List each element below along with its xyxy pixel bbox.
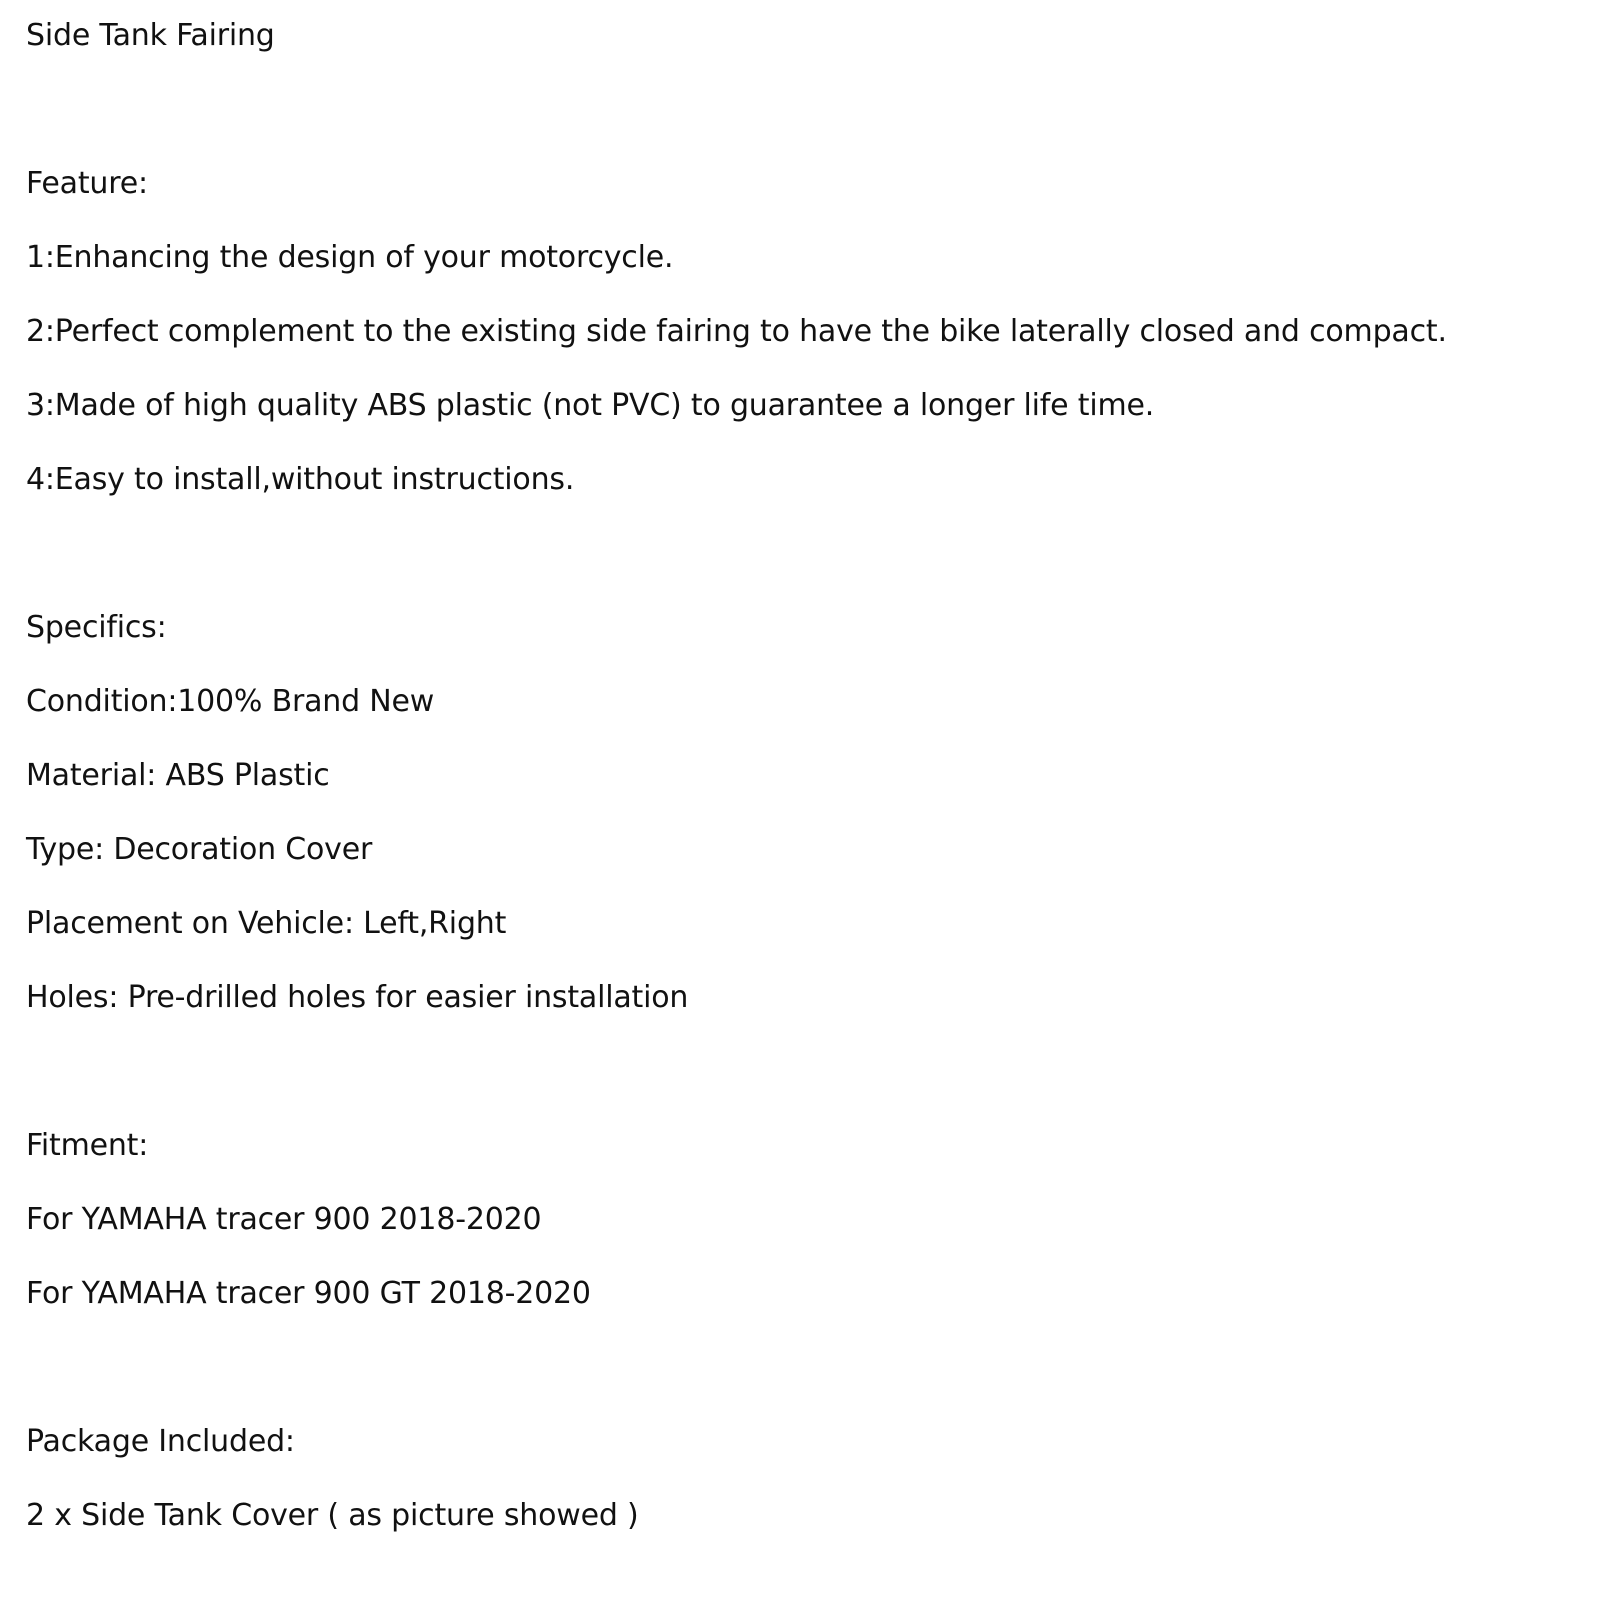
fitment-item: For YAMAHA tracer 900 GT 2018-2020 bbox=[26, 1276, 591, 1311]
specifics-item: Placement on Vehicle: Left,Right bbox=[26, 906, 507, 941]
feature-item: 2:Perfect complement to the existing side fairing to have the bike laterally closed and compact. bbox=[26, 314, 1447, 349]
package-item: 2 x Side Tank Cover ( as picture showed ) bbox=[26, 1498, 639, 1533]
specifics-item: Type: Decoration Cover bbox=[26, 832, 373, 867]
feature-heading: Feature: bbox=[26, 166, 148, 201]
fitment-item: For YAMAHA tracer 900 2018-2020 bbox=[26, 1202, 542, 1237]
specifics-heading: Specifics: bbox=[26, 610, 167, 645]
specifics-item: Holes: Pre-drilled holes for easier installation bbox=[26, 980, 689, 1015]
page-title: Side Tank Fairing bbox=[26, 18, 275, 53]
specifics-item: Condition:100% Brand New bbox=[26, 684, 435, 719]
feature-item: 3:Made of high quality ABS plastic (not PVC) to guarantee a longer life time. bbox=[26, 388, 1155, 423]
feature-item: 1:Enhancing the design of your motorcycle. bbox=[26, 240, 674, 275]
fitment-heading: Fitment: bbox=[26, 1128, 149, 1163]
specifics-item: Material: ABS Plastic bbox=[26, 758, 330, 793]
package-heading: Package Included: bbox=[26, 1424, 295, 1459]
feature-item: 4:Easy to install,without instructions. bbox=[26, 462, 575, 497]
